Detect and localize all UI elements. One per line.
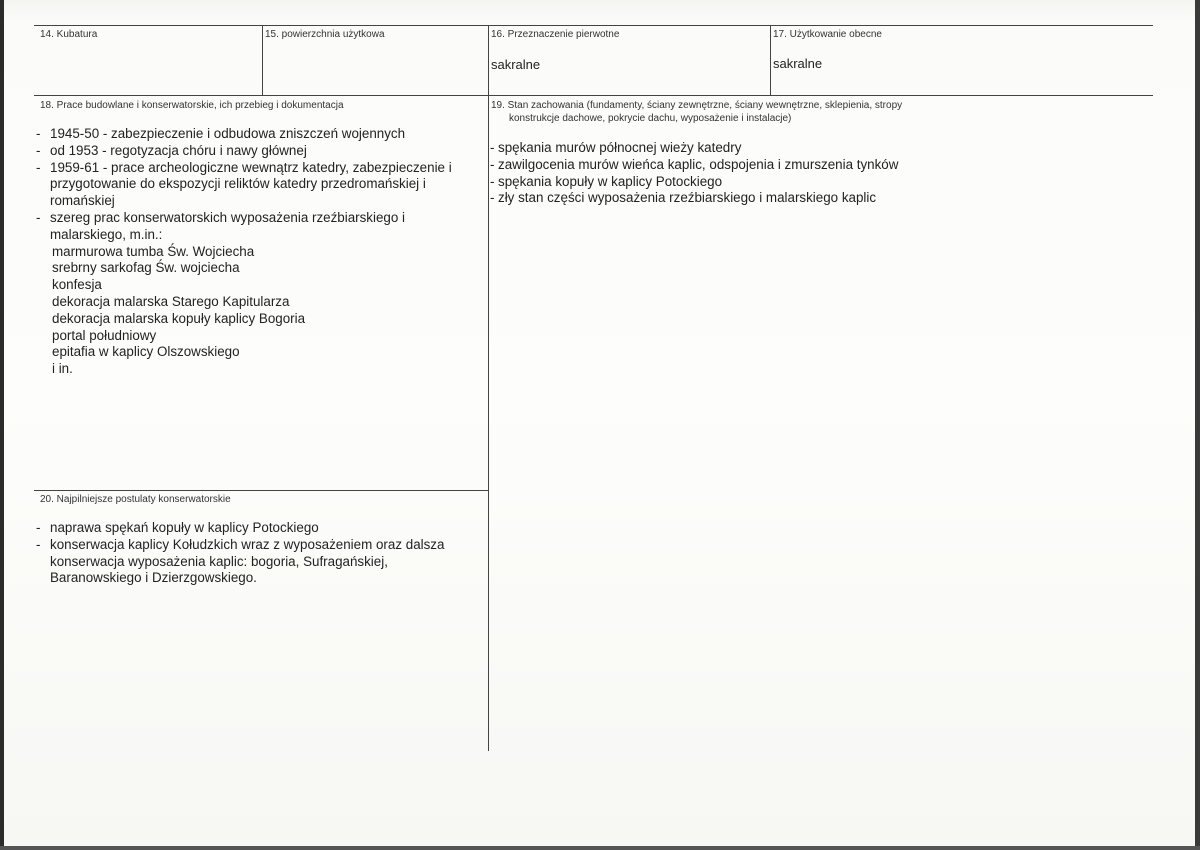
col-divider-3 (770, 25, 771, 95)
list-item: epitafia w kaplicy Olszowskiego (52, 344, 240, 360)
field-14-label: 14. Kubatura (40, 29, 98, 40)
list-item: - konserwacja kaplicy Kołudzkich wraz z wyposażeniem oraz dalsza (36, 537, 486, 554)
field-19-list (490, 140, 1150, 207)
field-16-label: 16. Przeznaczenie pierwotne (491, 29, 620, 40)
list-item: - 1945-50 - zabezpieczenie i odbudowa zniszczeń wojennych (36, 126, 486, 143)
list-item: konserwacja wyposażenia kaplic: bogoria, Sufragańskiej, (50, 553, 388, 569)
field-18-list (36, 126, 486, 378)
list-item: - spękania murów północnej wieży katedry (490, 140, 1150, 157)
scan-edge-left (0, 0, 4, 850)
list-item: - spękania kopuły w kaplicy Potockiego (490, 174, 1150, 191)
col-divider-1 (262, 25, 263, 95)
list-item: - naprawa spękań kopuły w kaplicy Potockiego (36, 520, 486, 537)
field-16-value: sakralne (491, 57, 541, 72)
field-19-label: 19. Stan zachowania (fundamenty, ściany zewnętrzne, ściany wewnętrzne, sklepienia, stropy (491, 100, 903, 111)
field-17-value: sakralne (773, 56, 823, 71)
list-item: - zawilgocenia murów wieńca kaplic, odspojenia i zmurszenia tynków (490, 157, 1150, 174)
list-item: i in. (52, 361, 73, 377)
list-item: - od 1953 - regotyzacja chóru i nawy głównej (36, 143, 486, 160)
list-item: srebrny sarkofag Św. wojciecha (52, 260, 240, 276)
field-17-label: 17. Użytkowanie obecne (773, 29, 882, 40)
section-20-divider (34, 490, 489, 491)
list-item: - zły stan części wyposażenia rzeźbiarskiego i malarskiego kaplic (490, 190, 1150, 207)
list-item: Baranowskiego i Dzierzgowskiego. (50, 570, 257, 586)
list-item: przygotowanie do ekspozycji reliktów katedry przedromańskiej i (50, 176, 426, 192)
row-divider (34, 95, 1153, 96)
field-15-label: 15. powierzchnia użytkowa (265, 29, 385, 40)
scan-edge-right (1195, 0, 1200, 850)
list-item: dekoracja malarska kopuły kaplicy Bogoria (52, 310, 306, 326)
list-item: - szereg prac konserwatorskich wyposażenia rzeźbiarskiego i (36, 210, 486, 227)
col-divider-2 (488, 25, 489, 751)
field-18-label: 18. Prace budowlane i konserwatorskie, ich przebieg i dokumentacja (40, 100, 344, 111)
list-item: - 1959-61 - prace archeologiczne wewnątrz katedry, zabezpieczenie i (36, 160, 486, 177)
field-20-label: 20. Najpilniejsze postulaty konserwatorskie (40, 494, 231, 505)
list-item: malarskiego, m.in.: (50, 226, 163, 242)
list-item: marmurowa tumba Św. Wojciecha (52, 243, 255, 259)
list-item: dekoracja malarska Starego Kapitularza (52, 293, 290, 309)
list-item: portal południowy (52, 327, 157, 343)
list-item: romańskiej (50, 193, 115, 209)
top-border (34, 25, 1153, 26)
field-19-label-cont: konstrukcje dachowe, pokrycie dachu, wyposażenie i instalacje) (509, 113, 792, 124)
field-20-list (36, 520, 486, 587)
scan-edge-bottom (0, 846, 1200, 850)
list-item: konfesja (52, 277, 102, 293)
